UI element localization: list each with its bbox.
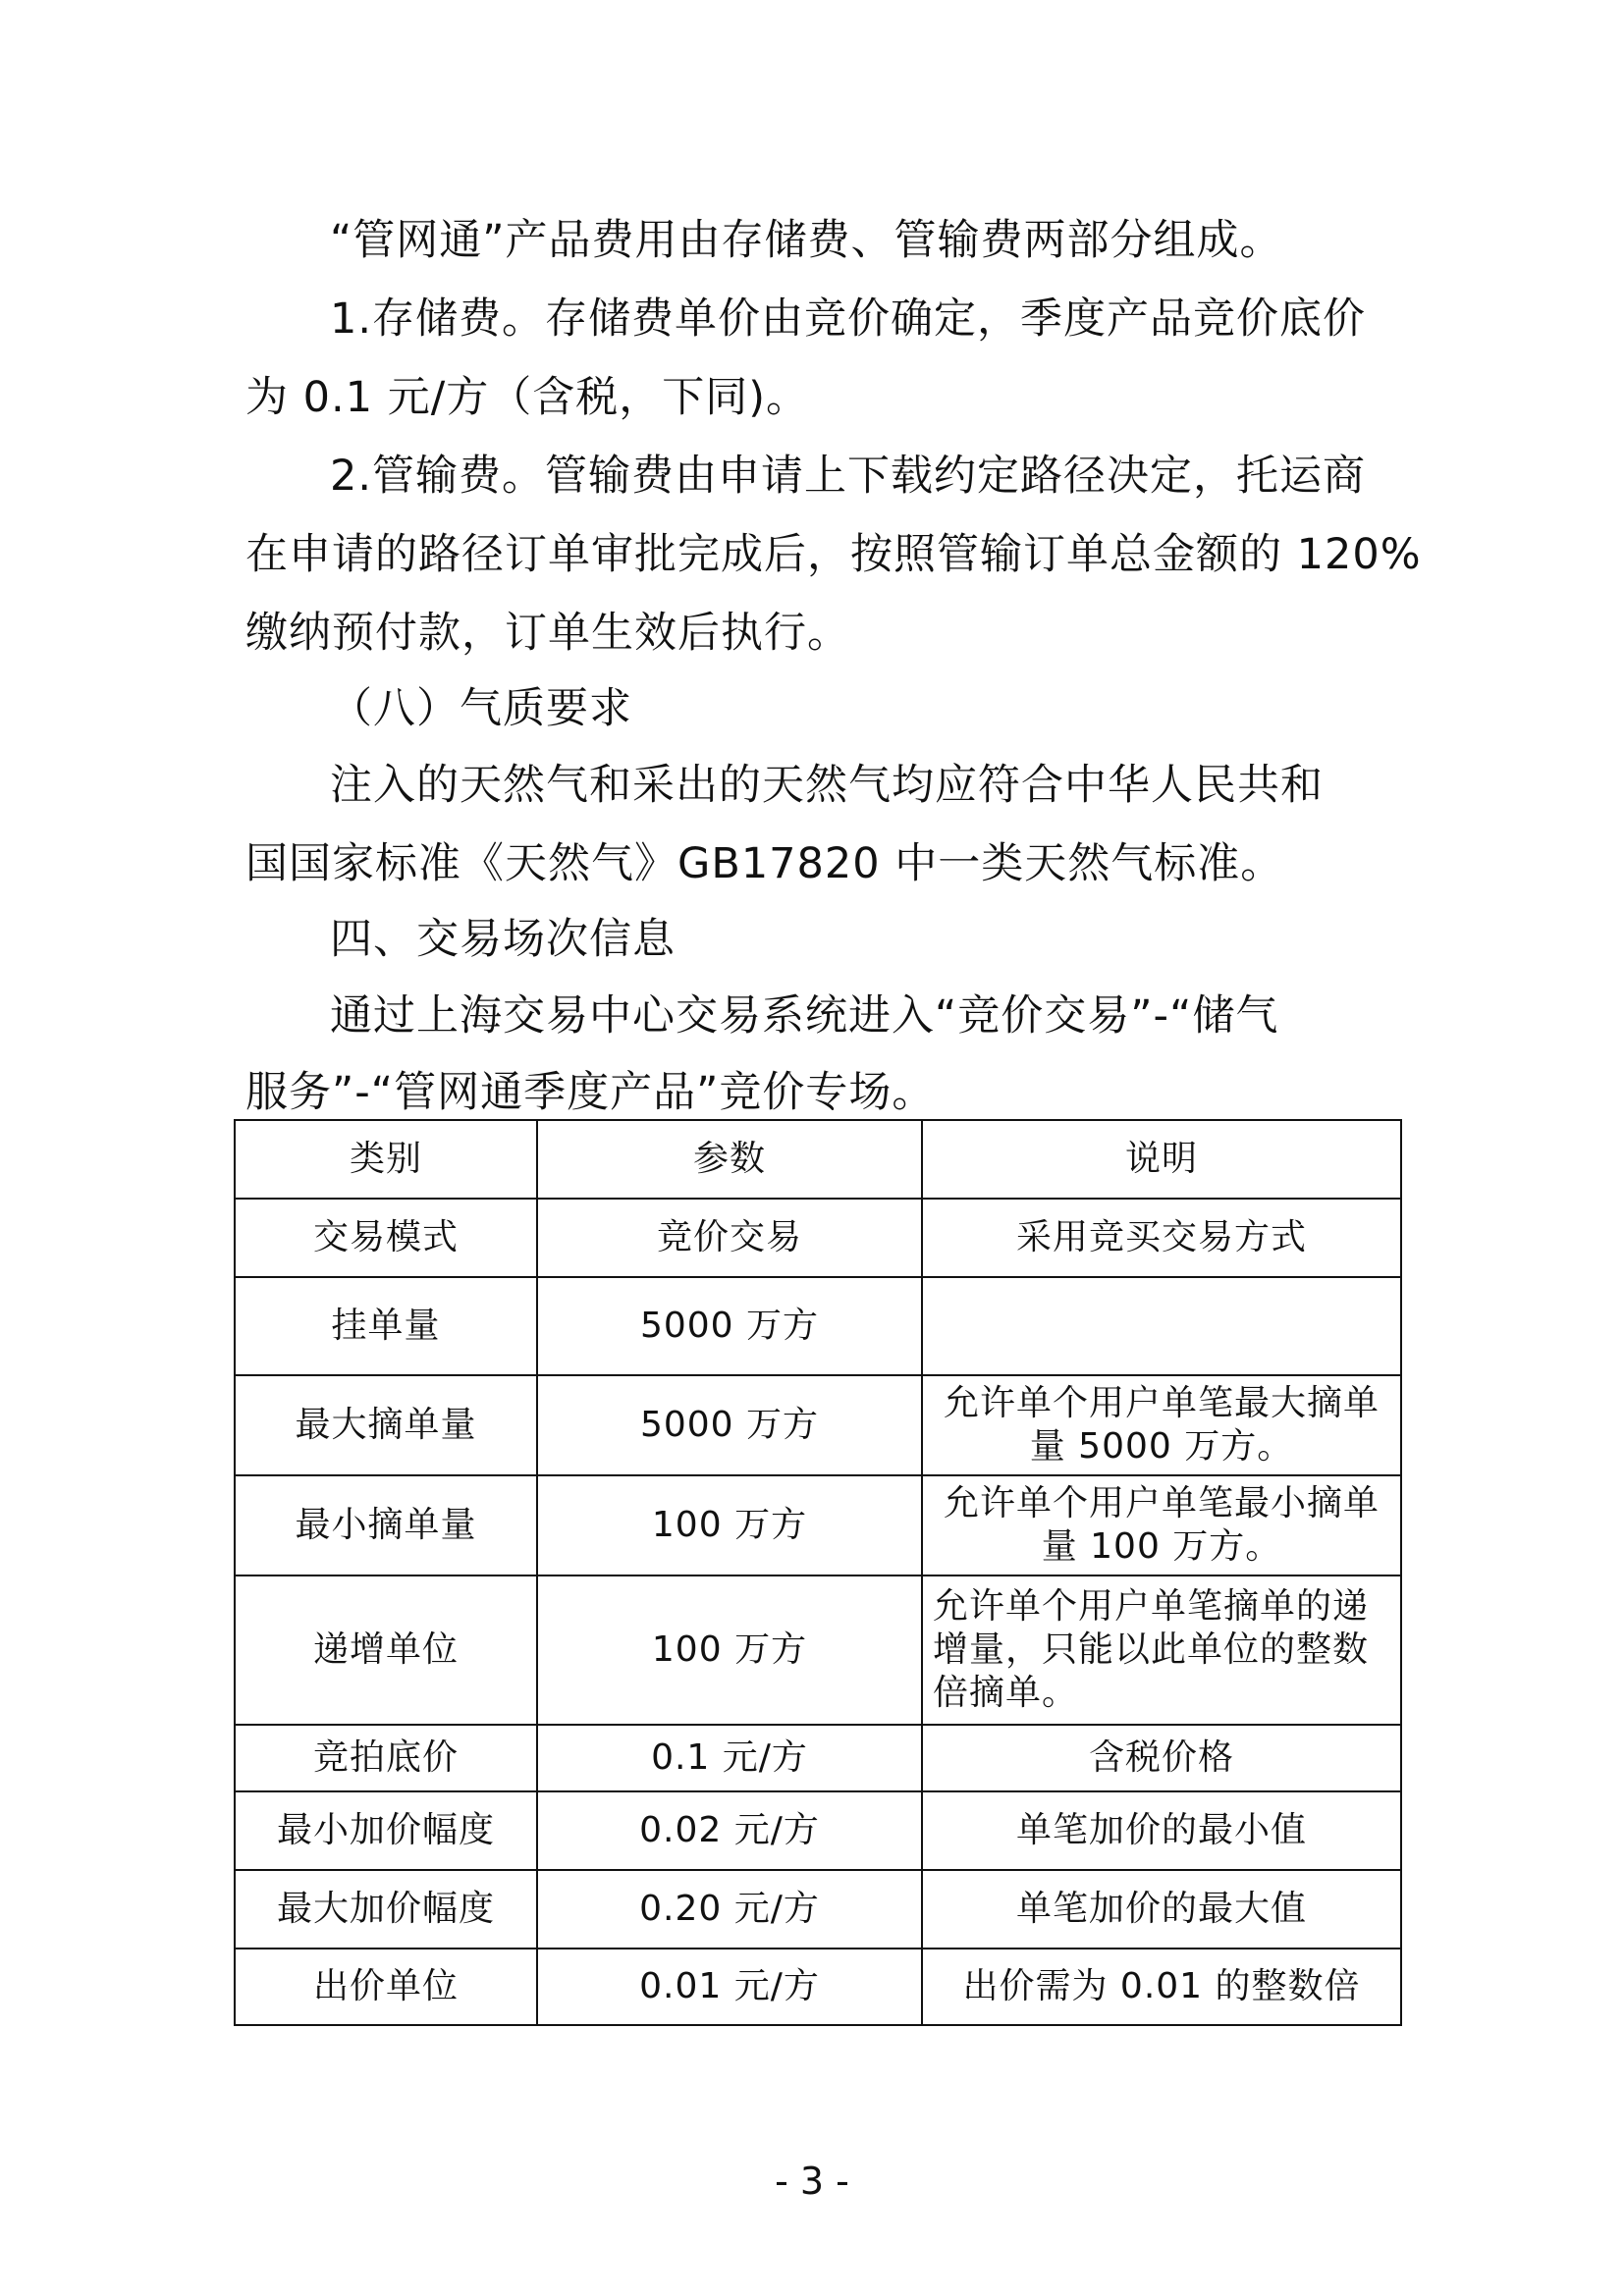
table-header-row — [235, 1120, 1401, 1199]
cell-parameter: 0.02 元/方 — [537, 1791, 922, 1870]
cell-category: 出价单位 — [235, 1949, 537, 2025]
cell-category: 最小加价幅度 — [235, 1791, 537, 1870]
cell-description: 允许单个用户单笔摘单的递增量，只能以此单位的整数倍摘单。 — [922, 1575, 1401, 1725]
paragraph-storage-fee-cont: 为 0.1 元/方（含税，下同)。 — [245, 373, 809, 422]
paragraph-gas-quality: 注入的天然气和采出的天然气均应符合中华人民共和 — [330, 761, 1324, 810]
paragraph-trading-session-cont: 服务”-“管网通季度产品”竞价专场。 — [245, 1068, 936, 1117]
paragraph-trading-session: 通过上海交易中心交易系统进入“竞价交易”-“储气 — [330, 991, 1279, 1041]
table-row — [235, 1277, 1401, 1375]
cell-category: 交易模式 — [235, 1199, 537, 1277]
cell-category: 最大加价幅度 — [235, 1870, 537, 1949]
table-row — [235, 1575, 1401, 1725]
cell-category: 竞拍底价 — [235, 1725, 537, 1791]
cell-parameter: 100 万方 — [537, 1575, 922, 1725]
cell-parameter: 5000 万方 — [537, 1277, 922, 1375]
table-row — [235, 1725, 1401, 1791]
paragraph-transport-fee: 2.管输费。管输费由申请上下载约定路径决定，托运商 — [330, 452, 1367, 501]
cell-category: 最小摘单量 — [235, 1475, 537, 1575]
table-row — [235, 1870, 1401, 1949]
cell-description: 允许单个用户单笔最小摘单量 100 万方。 — [922, 1475, 1401, 1575]
paragraph-gas-quality-cont: 国国家标准《天然气》GB17820 中一类天然气标准。 — [245, 839, 1284, 888]
table-row — [235, 1199, 1401, 1277]
cell-parameter: 竞价交易 — [537, 1199, 922, 1277]
section-heading-trading-session: 四、交易场次信息 — [330, 915, 676, 964]
cell-description: 允许单个用户单笔最大摘单量 5000 万方。 — [922, 1375, 1401, 1475]
trading-parameters-table — [234, 1119, 1402, 2026]
cell-parameter: 0.1 元/方 — [537, 1725, 922, 1791]
paragraph-transport-fee-cont2: 缴纳预付款，订单生效后执行。 — [245, 609, 850, 658]
header-description: 说明 — [922, 1120, 1401, 1199]
header-parameter: 参数 — [537, 1120, 922, 1199]
paragraph-storage-fee: 1.存储费。存储费单价由竞价确定，季度产品竞价底价 — [330, 294, 1367, 344]
section-heading-gas-quality: （八）气质要求 — [330, 684, 632, 733]
paragraph-fee-composition: “管网通”产品费用由存储费、管输费两部分组成。 — [330, 216, 1283, 265]
table-row — [235, 1791, 1401, 1870]
cell-parameter: 100 万方 — [537, 1475, 922, 1575]
cell-parameter: 0.20 元/方 — [537, 1870, 922, 1949]
cell-parameter: 5000 万方 — [537, 1375, 922, 1475]
cell-category: 最大摘单量 — [235, 1375, 537, 1475]
cell-description: 单笔加价的最大值 — [922, 1870, 1401, 1949]
cell-description: 出价需为 0.01 的整数倍 — [922, 1949, 1401, 2025]
cell-description: 采用竞买交易方式 — [922, 1199, 1401, 1277]
page-number: - 3 - — [775, 2160, 849, 2203]
cell-category: 递增单位 — [235, 1575, 537, 1725]
table-row — [235, 1949, 1401, 2025]
table-row — [235, 1475, 1401, 1575]
cell-description: 含税价格 — [922, 1725, 1401, 1791]
cell-description — [922, 1277, 1401, 1375]
cell-parameter: 0.01 元/方 — [537, 1949, 922, 2025]
table-row — [235, 1375, 1401, 1475]
cell-description: 单笔加价的最小值 — [922, 1791, 1401, 1870]
paragraph-transport-fee-cont: 在申请的路径订单审批完成后，按照管输订单总金额的 120% — [245, 530, 1422, 579]
cell-category: 挂单量 — [235, 1277, 537, 1375]
header-category: 类别 — [235, 1120, 537, 1199]
